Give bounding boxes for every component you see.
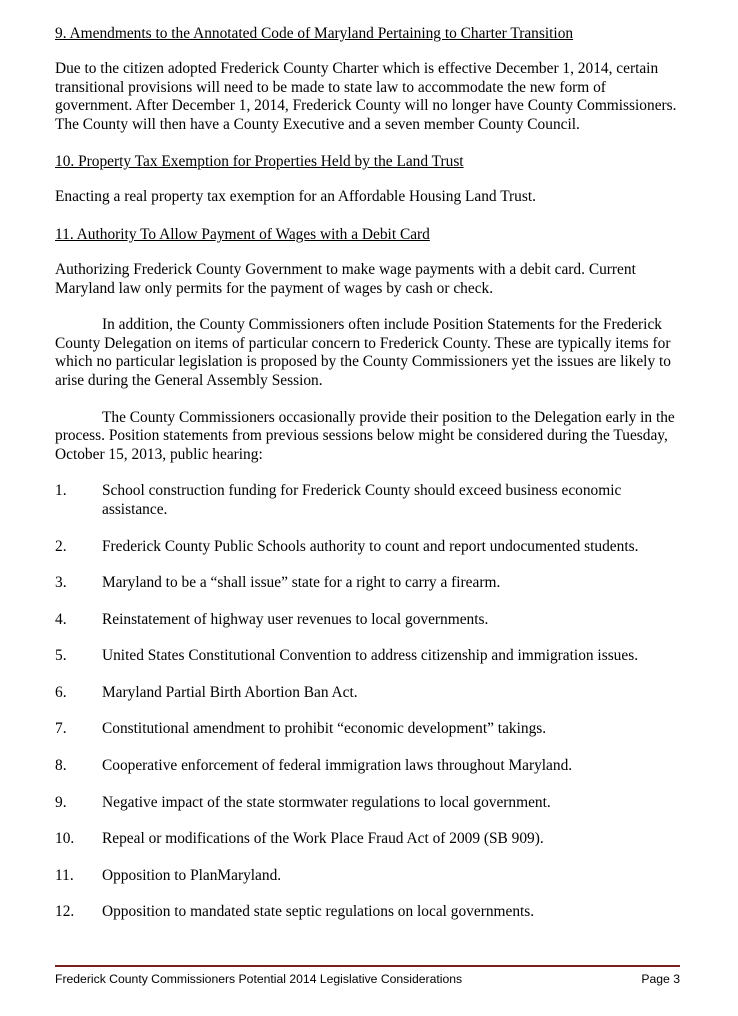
list-item-text: Cooperative enforcement of federal immigration laws throughout Maryland. [102, 757, 573, 775]
list-item-number: 8. [55, 757, 67, 775]
footer-divider [55, 965, 680, 967]
list-item [55, 757, 680, 776]
list-item [55, 794, 680, 813]
position-list [55, 482, 680, 922]
list-item [55, 684, 680, 703]
section-heading-land-trust: 10. Property Tax Exemption for Properties Held by the Land Trust [55, 153, 464, 171]
list-item-number: 5. [55, 647, 67, 665]
list-item [55, 574, 680, 593]
list-item-number: 4. [55, 610, 67, 628]
section-body-land-trust: Enacting a real property tax exemption for an Affordable Housing Land Trust. [55, 188, 536, 206]
footer-title: Frederick County Commissioners Potential 2014 Legislative Considerations [55, 972, 463, 986]
list-item-number: 7. [55, 720, 67, 738]
list-item-number: 1. [55, 482, 67, 500]
list-item-text: Repeal or modifications of the Work Place Fraud Act of 2009 (SB 909). [102, 830, 544, 848]
list-item [55, 830, 680, 849]
page-number: Page 3 [641, 972, 680, 986]
list-item [55, 867, 680, 886]
section-body-charter-transition: Due to the citizen adopted Frederick County Charter which is effective December 1, 2014, certain transitional provisions will need to be made to state law to accommodate the new form of government. After December 1, 2014, Frederick County will no longer have County Commissioners. The County will then have a County Executive and a seven member County Council. [55, 60, 677, 133]
list-item-text: United States Constitutional Convention to address citizenship and immigration issues. [102, 647, 639, 665]
list-item [55, 903, 680, 922]
list-item-text: Maryland to be a “shall issue” state for a right to carry a firearm. [102, 574, 501, 592]
list-item [55, 720, 680, 739]
list-item-text: Opposition to mandated state septic regulations on local governments. [102, 903, 535, 921]
section-body-debit-card: Authorizing Frederick County Government to make wage payments with a debit card. Current Maryland law only permits for the payment of wages by cash or check. [55, 260, 636, 297]
page-footer [55, 972, 680, 987]
list-item-number: 3. [55, 574, 67, 592]
list-item-number: 9. [55, 793, 67, 811]
section-heading-debit-card: 11. Authority To Allow Payment of Wages with a Debit Card [55, 225, 430, 243]
list-item-text: Constitutional amendment to prohibit “economic development” takings. [102, 720, 547, 738]
list-item-text: School construction funding for Frederick County should exceed business economic assistance. [102, 482, 622, 518]
list-item-number: 2. [55, 537, 67, 555]
list-item [55, 482, 680, 519]
list-item [55, 538, 680, 557]
list-item-text: Maryland Partial Birth Abortion Ban Act. [102, 683, 358, 701]
public-hearing-paragraph: The County Commissioners occasionally provide their position to the Delegation early in the process. Position statements from previous sessions below might be considered during the Tuesday, October 15, 2013, public hearing: [55, 408, 675, 463]
list-item [55, 611, 680, 630]
list-item-number: 10. [55, 830, 75, 848]
list-item-number: 12. [55, 903, 75, 921]
list-item [55, 647, 680, 666]
list-item-text: Frederick County Public Schools authority to count and report undocumented students. [102, 537, 639, 555]
section-heading-charter-transition: 9. Amendments to the Annotated Code of Maryland Pertaining to Charter Transition [55, 25, 574, 42]
list-item-text: Negative impact of the state stormwater regulations to local government. [102, 793, 551, 811]
position-statements-paragraph: In addition, the County Commissioners often include Position Statements for the Frederick County Delegation on items of particular concern to Frederick County. These are typically items for which no particular legislation is proposed by the County Commissioners yet the issues are likely to arise during the General Assembly Session. [55, 316, 671, 389]
list-item-number: 11. [55, 866, 74, 884]
list-item-number: 6. [55, 683, 67, 701]
list-item-text: Reinstatement of highway user revenues to local governments. [102, 610, 489, 628]
list-item-text: Opposition to PlanMaryland. [102, 866, 282, 884]
document-page [55, 24, 680, 922]
